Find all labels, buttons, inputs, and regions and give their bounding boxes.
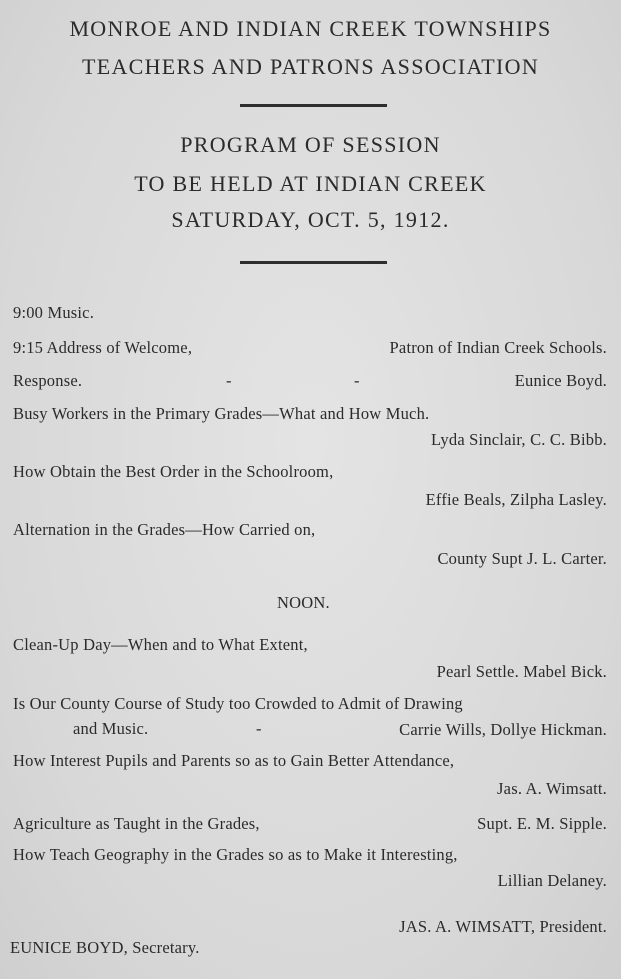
program-speaker-response: Eunice Boyd. — [514, 371, 607, 390]
program-noon: NOON. — [277, 593, 330, 612]
program-speaker-order: Effie Beals, Zilpha Lasley. — [425, 490, 607, 509]
program-speaker-alternation: County Supt J. L. Carter. — [437, 549, 607, 568]
header-line-date: SATURDAY, OCT. 5, 1912. — [171, 207, 450, 232]
header-divider-2 — [240, 261, 387, 264]
response-dash-2: - — [354, 371, 360, 390]
program-topic-order: How Obtain the Best Order in the Schoolroom, — [13, 462, 334, 481]
program-speaker-clean-up: Pearl Settle. Mabel Bick. — [436, 662, 607, 681]
program-topic-course-of-study: Is Our County Course of Study too Crowded to Admit of Drawing — [13, 694, 463, 713]
program-topic-alternation: Alternation in the Grades—How Carried on, — [13, 520, 316, 539]
header-line-association: TEACHERS AND PATRONS ASSOCIATION — [81, 54, 540, 79]
program-speaker-welcome: Patron of Indian Creek Schools. — [389, 338, 607, 357]
header-line-location: TO BE HELD AT INDIAN CREEK — [134, 171, 487, 196]
program-topic-clean-up: Clean-Up Day—When and to What Extent, — [13, 635, 308, 654]
program-speaker-primary-grades: Lyda Sinclair, C. C. Bibb. — [431, 430, 607, 449]
program-topic-course-of-study-cont: and Music. — [73, 719, 149, 738]
program-item-welcome: 9:15 Address of Welcome, — [13, 338, 193, 357]
response-dash-1: - — [226, 371, 232, 390]
program-speaker-course-of-study: Carrie Wills, Dollye Hickman. — [399, 720, 607, 739]
signature-president: JAS. A. WIMSATT, President. — [399, 917, 607, 936]
program-topic-agriculture: Agriculture as Taught in the Grades, — [13, 814, 260, 833]
program-topic-attendance: How Interest Pupils and Parents so as to Gain Better Attendance, — [13, 751, 455, 770]
course-of-study-dash: - — [256, 719, 262, 738]
program-topic-geography: How Teach Geography in the Grades so as to Make it Interesting, — [13, 845, 458, 864]
header-line-program: PROGRAM OF SESSION — [180, 132, 441, 157]
program-item-response: Response. — [13, 371, 83, 390]
header-divider — [240, 104, 387, 107]
program-item-music: 9:00 Music. — [13, 303, 95, 322]
header-line-townships: MONROE AND INDIAN CREEK TOWNSHIPS — [69, 16, 552, 41]
program-speaker-agriculture: Supt. E. M. Sipple. — [477, 814, 607, 833]
program-speaker-geography: Lillian Delaney. — [497, 871, 607, 890]
program-topic-primary-grades: Busy Workers in the Primary Grades—What and How Much. — [13, 404, 430, 423]
signature-secretary: EUNICE BOYD, Secretary. — [10, 938, 200, 957]
program-speaker-attendance: Jas. A. Wimsatt. — [497, 779, 607, 798]
